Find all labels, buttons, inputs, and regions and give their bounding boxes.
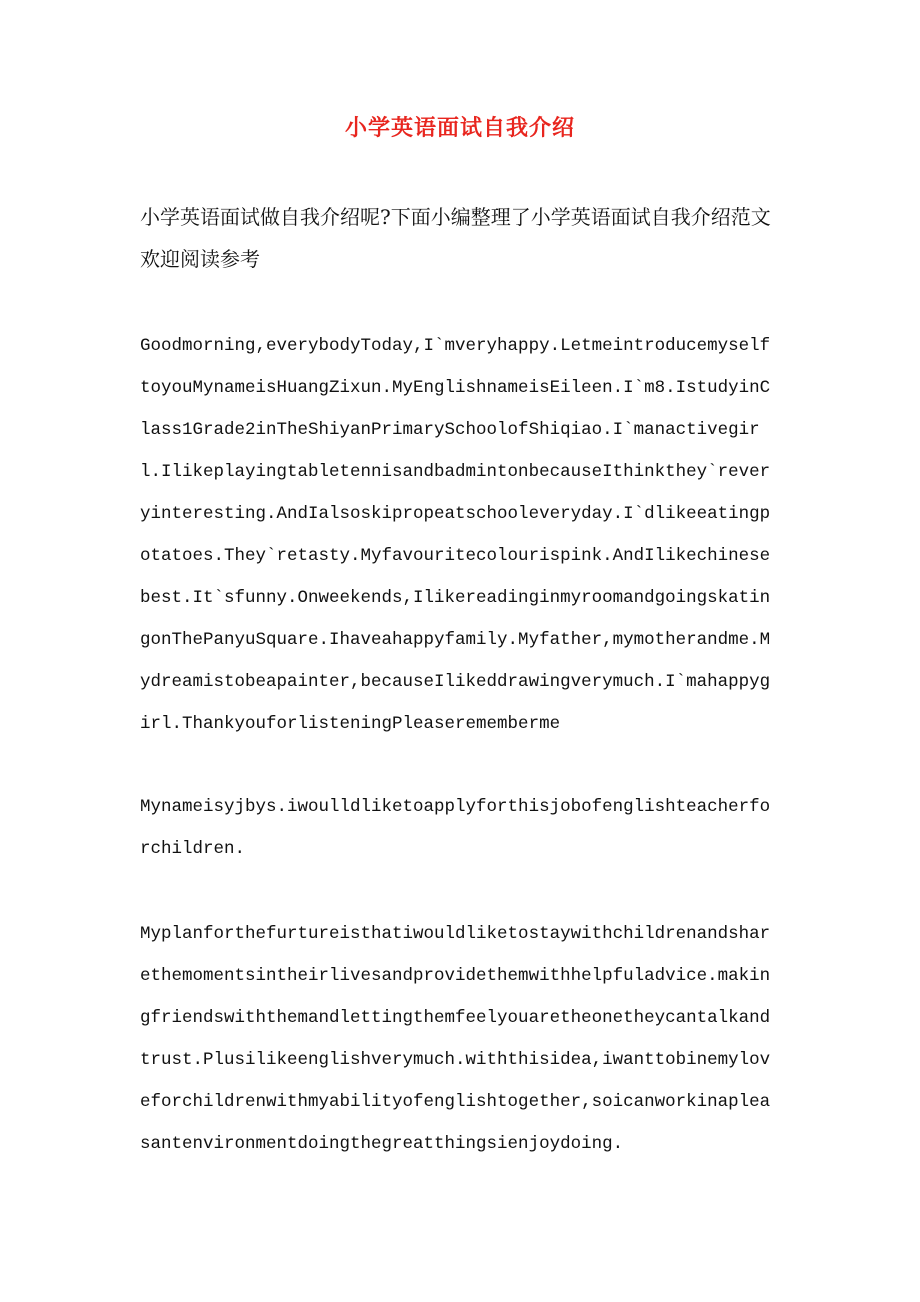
body-paragraph-2: Mynameisyjbys.iwoulldliketoapplyforthisjobofenglishteacherforchildren. [140, 797, 771, 859]
intro-paragraph: 小学英语面试做自我介绍呢?下面小编整理了小学英语面试自我介绍范文欢迎阅读参考 [140, 205, 771, 271]
document-title: 小学英语面试自我介绍 [344, 115, 575, 141]
body-paragraph-1: Goodmorning,everybodyToday,I`mveryhappy.LetmeintroducemyselftoyouMynameisHuangZixun.MyEnglishnameisEileen.I`m8.IstudyinClass1Grade2inTheShiyanPrimarySchoolofShiqiao.I`manactivegirl.IlikeplayingtabletennisandbadmintonbecauseIthinkthey`reveryinteresting.AndIalsoskipropeatschooleveryday.I`dlikeeatingpotatoes.They`retasty.Myfavouritecolourispink.AndIlikechinesebest.It`sfunny.Onweekends,IlikereadinginmyroomandgoingskatingonThePanyuSquare.Ihaveahappyfamily.Myfather,mymotherandme.Mydreamistobeapainter,becauseIlikeddrawingverymuch.I`mahappygirl.ThankyouforlisteningPleaserememberme [140, 336, 771, 734]
body-paragraph-3: Myplanforthefurtureisthatiwouldliketostaywithchildrenandsharethemomentsintheirlivesandprovidethemwithhelpfuladvice.makingfriendswiththemandlettingthemfeelyouaretheonetheycantalkandtrust.Plusilikeenglishverymuch.withthisidea,iwanttobinemyloveforchildrenwithmyabilityofenglishtogether,soicanworkinapleasantenvironmentdoingthegreatthingsienjoydoing. [140, 924, 771, 1154]
